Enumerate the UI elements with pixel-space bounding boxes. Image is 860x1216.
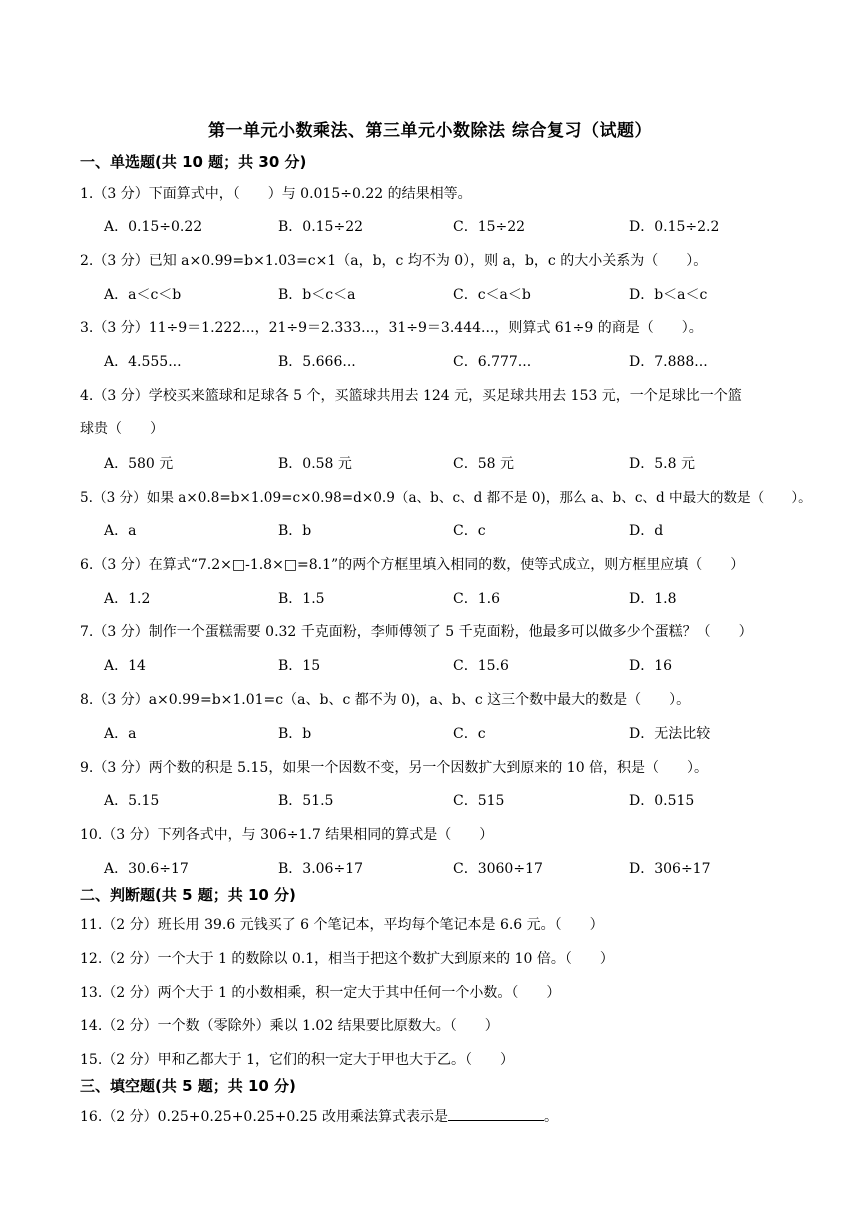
answer-blank[interactable] xyxy=(448,1108,544,1121)
question-4-continued: 球贵（ ） xyxy=(80,421,164,437)
q6-option-a[interactable]: A．1.2 xyxy=(104,591,151,607)
q1-option-a[interactable]: A．0.15÷0.22 xyxy=(104,219,203,235)
question-3: 3.（3 分）11÷9＝1.222...，21÷9＝2.333...，31÷9＝3.444...，则算式 61÷9 的商是（ ）。 xyxy=(80,320,703,336)
question-4: 4.（3 分）学校买来篮球和足球各 5 个，买篮球共用去 124 元，买足球共用去 153 元，一个足球比一个篮 xyxy=(80,388,742,404)
q9-option-d[interactable]: D．0.515 xyxy=(629,793,695,809)
q2-option-d[interactable]: D．b＜a＜c xyxy=(629,287,708,303)
q7-option-d[interactable]: D．16 xyxy=(629,658,673,674)
question-11: 11.（2 分）班长用 39.6 元钱买了 6 个笔记本，平均每个笔记本是 6.6 元。（ ） xyxy=(80,917,604,933)
question-7: 7.（3 分）制作一个蛋糕需要 0.32 千克面粉，李师傅领了 5 千克面粉，他最多可以做多少个蛋糕？（ ） xyxy=(80,624,753,640)
q10-option-a[interactable]: A．30.6÷17 xyxy=(104,861,189,877)
q6-option-d[interactable]: D．1.8 xyxy=(629,591,677,607)
q7-option-a[interactable]: A．14 xyxy=(104,658,146,674)
q1-option-c[interactable]: C．15÷22 xyxy=(453,219,526,235)
q9-option-b[interactable]: B．51.5 xyxy=(278,793,334,809)
q4-option-a[interactable]: A．580 元 xyxy=(104,456,174,472)
question-15: 15.（2 分）甲和乙都大于 1，它们的积一定大于甲也大于乙。（ ） xyxy=(80,1052,514,1068)
q5-option-b[interactable]: B．b xyxy=(278,523,312,539)
q10-option-c[interactable]: C．3060÷17 xyxy=(453,861,543,877)
question-13: 13.（2 分）两个大于 1 的小数相乘，积一定大于其中任何一个小数。（ ） xyxy=(80,985,561,1001)
q5-option-d[interactable]: D．d xyxy=(629,523,664,539)
q1-option-b[interactable]: B．0.15÷22 xyxy=(278,219,364,235)
q6-option-c[interactable]: C．1.6 xyxy=(453,591,500,607)
question-9: 9.（3 分）两个数的积是 5.15，如果一个因数不变，另一个因数扩大到原来的 10 倍，积是（ ）。 xyxy=(80,760,709,776)
q8-option-d[interactable]: D．无法比较 xyxy=(629,726,711,742)
section-heading-true-false: 二、判断题(共 5 题；共 10 分) xyxy=(80,886,296,904)
q9-option-c[interactable]: C．515 xyxy=(453,793,505,809)
q9-option-a[interactable]: A．5.15 xyxy=(104,793,160,809)
question-1: 1.（3 分）下面算式中，（ ）与 0.015÷0.22 的结果相等。 xyxy=(80,186,472,202)
q2-option-a[interactable]: A．a＜c＜b xyxy=(104,287,182,303)
question-10: 10.（3 分）下列各式中，与 306÷1.7 结果相同的算式是（ ） xyxy=(80,827,494,843)
q8-option-c[interactable]: C．c xyxy=(453,726,486,742)
question-16-end: 。 xyxy=(543,1109,558,1125)
q2-option-c[interactable]: C．c＜a＜b xyxy=(453,287,531,303)
section-heading-fill-blank: 三、填空题(共 5 题；共 10 分) xyxy=(80,1077,296,1095)
q3-option-b[interactable]: B．5.666... xyxy=(278,354,356,370)
q5-option-c[interactable]: C．c xyxy=(453,523,486,539)
q7-option-c[interactable]: C．15.6 xyxy=(453,658,509,674)
q3-option-d[interactable]: D．7.888... xyxy=(629,354,708,370)
q4-option-d[interactable]: D．5.8 元 xyxy=(629,456,695,472)
q3-option-c[interactable]: C．6.777... xyxy=(453,354,532,370)
q4-option-b[interactable]: B．0.58 元 xyxy=(278,456,352,472)
q8-option-a[interactable]: A．a xyxy=(104,726,137,742)
question-16-text: 16.（2 分）0.25+0.25+0.25+0.25 改用乘法算式表示是 xyxy=(80,1109,448,1125)
q5-option-a[interactable]: A．a xyxy=(104,523,137,539)
q8-option-b[interactable]: B．b xyxy=(278,726,312,742)
question-12: 12.（2 分）一个大于 1 的数除以 0.1，相当于把这个数扩大到原来的 10 倍。（ ） xyxy=(80,951,614,967)
section-heading-single-choice: 一、单选题(共 10 题；共 30 分) xyxy=(80,153,307,171)
q10-option-b[interactable]: B．3.06÷17 xyxy=(278,861,364,877)
q3-option-a[interactable]: A．4.555... xyxy=(104,354,182,370)
question-14: 14.（2 分）一个数（零除外）乘以 1.02 结果要比原数大。（ ） xyxy=(80,1018,499,1034)
q1-option-d[interactable]: D．0.15÷2.2 xyxy=(629,219,720,235)
page-title: 第一单元小数乘法、第三单元小数除法 综合复习（试题） xyxy=(208,121,652,141)
question-16 xyxy=(80,1106,558,1126)
q2-option-b[interactable]: B．b＜c＜a xyxy=(278,287,356,303)
q7-option-b[interactable]: B．15 xyxy=(278,658,321,674)
question-6: 6.（3 分）在算式“7.2×□-1.8×□=8.1”的两个方框里填入相同的数，使等式成立，则方框里应填（ ） xyxy=(80,557,745,573)
question-8: 8.（3 分）a×0.99=b×1.01=c（a、b、c 都不为 0)，a、b、c 这三个数中最大的数是（ ）。 xyxy=(80,692,691,708)
question-5: 5.（3 分）如果 a×0.8=b×1.09=c×0.98=d×0.9（a、b、c、d 都不是 0)，那么 a、b、c、d 中最大的数是（ ）。 xyxy=(80,490,812,506)
q10-option-d[interactable]: D．306÷17 xyxy=(629,861,711,877)
question-2: 2.（3 分）已知 a×0.99=b×1.03=c×1（a，b，c 均不为 0），则 a，b，c 的大小关系为（ ）。 xyxy=(80,253,708,269)
q6-option-b[interactable]: B．1.5 xyxy=(278,591,325,607)
q4-option-c[interactable]: C．58 元 xyxy=(453,456,514,472)
